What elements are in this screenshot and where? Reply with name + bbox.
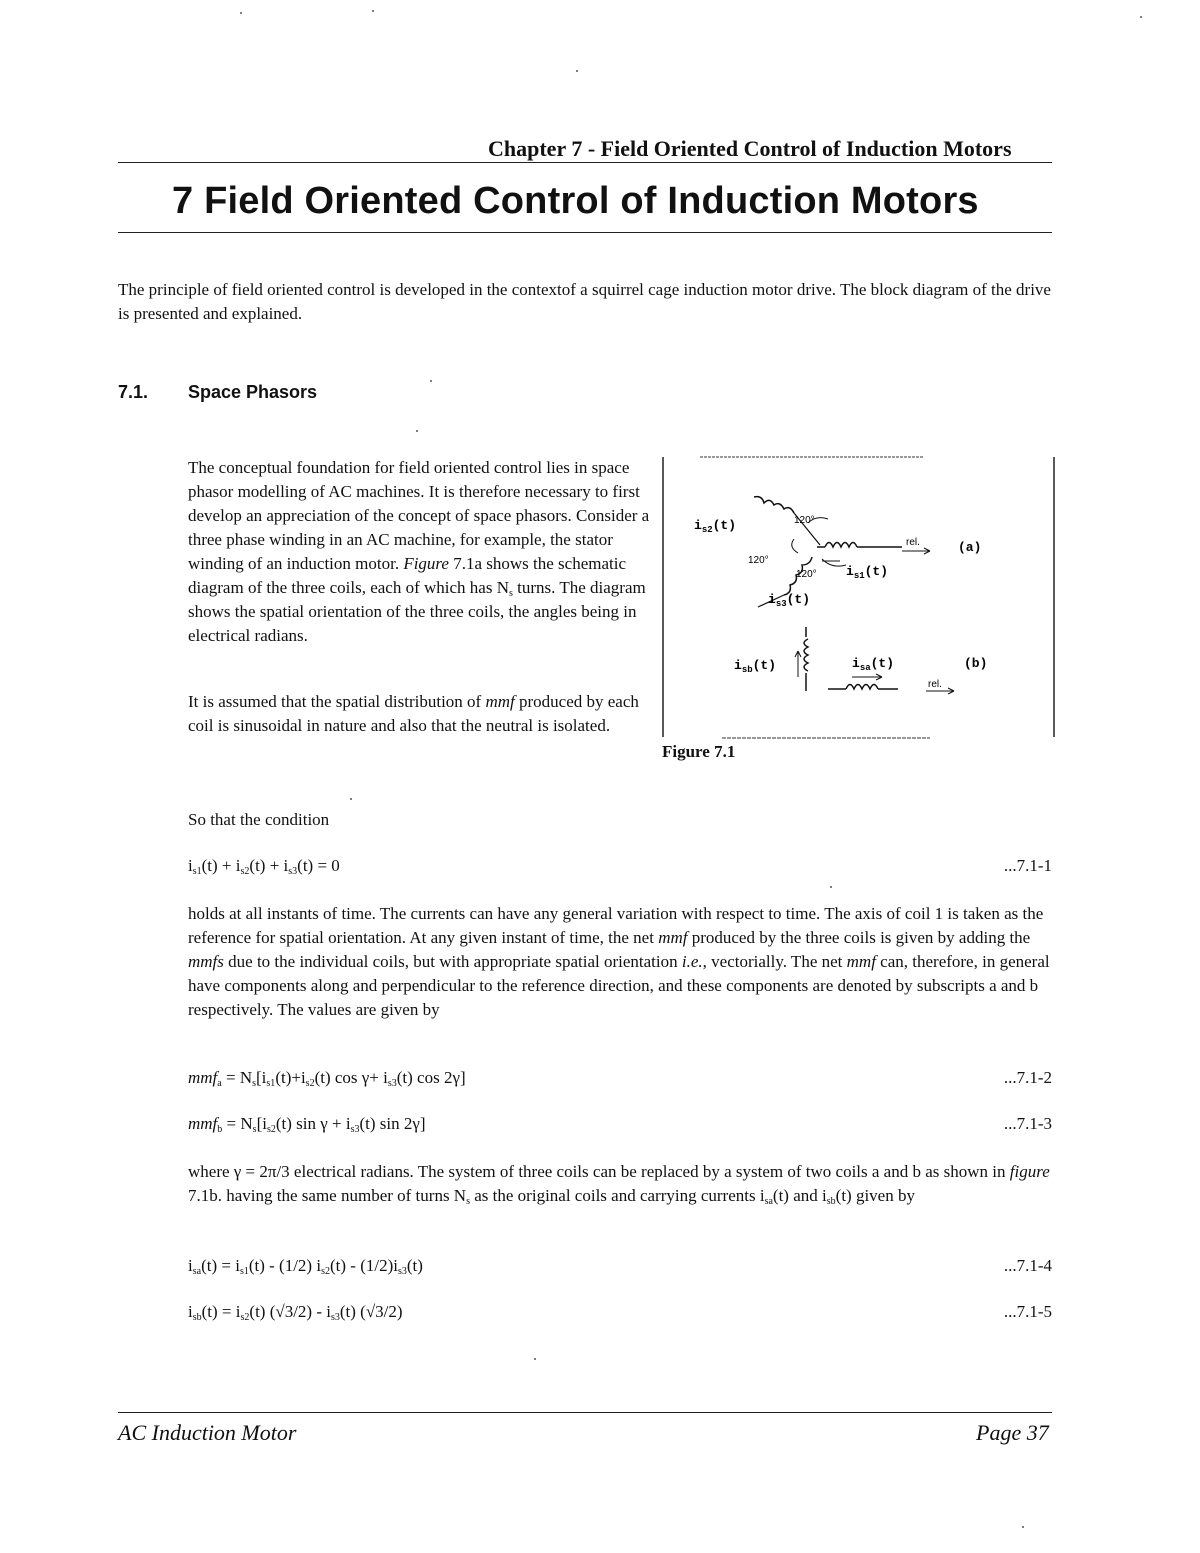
equation-7-1-4: $i_{sa}(t) = i_{s1}(t) - (1/2)$ $i_{s2}(t) - (1/2)i_{s3}(t)$ — [188, 1256, 423, 1277]
figure-part-b-label: (b) — [964, 656, 988, 671]
label-isb: i — [734, 658, 742, 673]
equation-number-7-1-5: ...7.1-5 — [1003, 1302, 1052, 1321]
title-rule — [118, 232, 1052, 233]
section-number: 7.1. — [118, 382, 149, 402]
angle-label-top: 120° — [794, 515, 815, 526]
chapter-title: 7 Field Oriented Control of Induction Motors — [172, 180, 979, 222]
equation-7-1-3: $mmf_b = N_s[i_{s2}(t)$ $\sin \gamma + i_{s3}(t)$ sin 2γ] — [188, 1114, 426, 1135]
paragraph-space-phasor-intro: The conceptual foundation for field oriented control lies in space phasor modelling of AC machines. It is therefore necessary to first develop an appreciation of the concept of space phasors. Consider a three phase winding in an AC machine, for example, the stator winding of an induction motor. Figure 7.1a shows the schematic diagram of the three coils, each of which has $N_s$ turns. The diagram shows the spatial orientation of the three coils, the angles being in electrical radians. — [188, 458, 650, 645]
rel-label-a: rel. — [906, 537, 920, 548]
label-is3: i — [768, 592, 776, 607]
scan-speck — [430, 380, 432, 382]
equation-7-1-5: $i_{sb}(t) = i_{s2}(t)$ $(√3/2) - i_{s3}(t)$ (√3/2) — [188, 1302, 403, 1323]
header-rule — [118, 162, 1052, 163]
scan-speck — [372, 10, 374, 12]
scan-speck — [416, 430, 418, 432]
scan-speck — [534, 1358, 536, 1360]
svg-text:is3(t): $i_{s3}(t)$ — [768, 592, 811, 609]
svg-text:isa(t): $i_{sa}(t)$ — [852, 656, 895, 673]
svg-text:is1(t): $i_{s1}(t)$ — [846, 564, 889, 581]
figure-caption: Figure 7.1 — [662, 742, 736, 761]
so-that-line: So that the condition — [188, 810, 330, 829]
figure-part-a-label: (a) — [958, 540, 982, 555]
scan-speck — [576, 70, 578, 72]
angle-label-left: 120° — [748, 555, 769, 566]
chapter-header: Chapter 7 - Field Oriented Control of Induction Motors — [488, 136, 1012, 161]
svg-text:is2(t): $i_{s2}(t)$ — [694, 518, 737, 535]
rel-label-b: rel. — [928, 679, 942, 690]
section-title: Space Phasors — [188, 382, 318, 402]
label-isa: i — [852, 656, 860, 671]
equation-7-1-1: $i_{s1}(t) + i_{s2}(t) + i_{s3}(t) = 0$ — [188, 856, 340, 877]
footer-page-number: Page 37 — [976, 1420, 1049, 1445]
paragraph-mmf-assumption: It is assumed that the spatial distribution of mmf produced by each coil is sinusoidal in nature and also that the neutral is isolated. — [188, 692, 639, 735]
intro-paragraph: The principle of field oriented control is developed in the contextof a squirrel cage induction motor drive. The block diagram of the drive is presented and explained. — [118, 280, 1051, 323]
angle-label-bottom: 120° — [796, 569, 817, 580]
equation-number-7-1-2: ...7.1-2 — [1003, 1068, 1052, 1087]
scan-speck — [1140, 16, 1142, 18]
scan-speck — [830, 886, 832, 888]
label-is1: i — [846, 564, 854, 579]
scan-speck — [350, 798, 352, 800]
svg-text:isb(t): $i_{sb}(t)$ — [734, 658, 777, 675]
equation-number-7-1-1: ...7.1-1 — [1003, 856, 1052, 875]
equation-number-7-1-4: ...7.1-4 — [1003, 1256, 1052, 1275]
footer-document-title: AC Induction Motor — [118, 1420, 297, 1445]
footer-rule — [118, 1412, 1052, 1413]
scan-speck — [1022, 1526, 1024, 1528]
figure-7-1-diagram — [662, 455, 1056, 747]
equation-number-7-1-3: ...7.1-3 — [1003, 1114, 1052, 1133]
paragraph-net-mmf: holds at all instants of time. The currents can have any general variation with respect to time. The axis of coil 1 is taken as the reference for spatial orientation. At any given instant of time, the net mmf produced by the three coils is given by adding the mmfs due to the individual coils, but with appropriate spatial orientation i.e., vectorially. The net mmf can, therefore, in general have components along and perpendicular to the reference direction, and these components are denoted by subscripts a and b respectively. The values are given by — [188, 904, 1050, 1019]
label-is2: i — [694, 518, 702, 533]
equation-7-1-2: $mmf_a = N_s[i_{s1}(t)+i_{s2}(t)$ $\cos \gamma+ i_{s3}(t)$ cos 2γ] — [188, 1068, 466, 1089]
scan-speck — [240, 12, 242, 14]
paragraph-two-coil-system: where γ = 2π/3 electrical radians. The system of three coils can be replaced by a system of two coils a and b as shown in figure 7.1b. having the same number of turns $N_s$ as the original coils and carrying currents $i_{sa}(t)$ and $i_{sb}(t)$ given by — [188, 1162, 1050, 1207]
